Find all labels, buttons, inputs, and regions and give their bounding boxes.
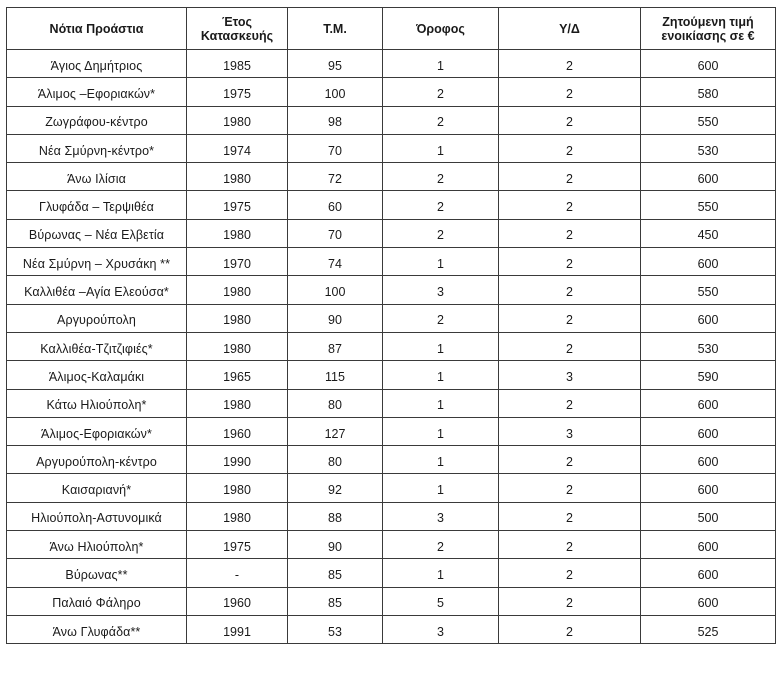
table-row (7, 276, 776, 304)
table-row (7, 531, 776, 559)
table-row (7, 559, 776, 587)
cell-floor: 2 (383, 191, 499, 219)
table-row (7, 474, 776, 502)
cell-year: 1980 (187, 163, 288, 191)
cell-year: 1975 (187, 531, 288, 559)
cell-area: Καλλιθέα –Αγία Ελεούσα* (7, 276, 187, 304)
table-row (7, 191, 776, 219)
cell-rent: 550 (641, 191, 776, 219)
cell-square-meters: 90 (288, 531, 383, 559)
cell-bedrooms: 2 (499, 389, 641, 417)
cell-rent: 600 (641, 559, 776, 587)
cell-area: Ηλιούπολη-Αστυνομικά (7, 502, 187, 530)
cell-year: 1980 (187, 106, 288, 134)
cell-floor: 1 (383, 332, 499, 360)
cell-area: Καλλιθέα-Τζιτζιφιές* (7, 332, 187, 360)
cell-year: 1990 (187, 446, 288, 474)
cell-year: 1975 (187, 78, 288, 106)
cell-year: 1980 (187, 304, 288, 332)
cell-bedrooms: 3 (499, 361, 641, 389)
cell-bedrooms: 2 (499, 474, 641, 502)
cell-rent: 600 (641, 446, 776, 474)
cell-rent: 530 (641, 332, 776, 360)
cell-bedrooms: 2 (499, 559, 641, 587)
cell-bedrooms: 2 (499, 106, 641, 134)
cell-square-meters: 70 (288, 219, 383, 247)
table-row (7, 446, 776, 474)
cell-year: 1974 (187, 134, 288, 162)
cell-year: 1980 (187, 219, 288, 247)
cell-square-meters: 100 (288, 276, 383, 304)
cell-floor: 5 (383, 587, 499, 615)
table-row (7, 163, 776, 191)
cell-square-meters: 74 (288, 248, 383, 276)
cell-square-meters: 60 (288, 191, 383, 219)
cell-area: Άνω Ηλιούπολη* (7, 531, 187, 559)
cell-square-meters: 85 (288, 587, 383, 615)
table-row (7, 332, 776, 360)
header-asking-rent: Ζητούμενη τιμή ενοικίασης σε € (641, 8, 776, 50)
cell-square-meters: 88 (288, 502, 383, 530)
rental-table-container (6, 7, 755, 644)
cell-square-meters: 95 (288, 50, 383, 78)
rental-listings-table (6, 7, 776, 644)
cell-square-meters: 80 (288, 446, 383, 474)
table-row (7, 134, 776, 162)
cell-rent: 600 (641, 587, 776, 615)
header-floor: Όροφος (383, 8, 499, 50)
cell-square-meters: 53 (288, 615, 383, 643)
cell-bedrooms: 2 (499, 304, 641, 332)
cell-floor: 3 (383, 615, 499, 643)
cell-rent: 500 (641, 502, 776, 530)
cell-floor: 1 (383, 417, 499, 445)
table-header-row (7, 8, 776, 50)
header-southern-suburbs: Νότια Προάστια (7, 8, 187, 50)
cell-rent: 600 (641, 474, 776, 502)
cell-year: 1960 (187, 417, 288, 445)
cell-bedrooms: 2 (499, 163, 641, 191)
cell-year: 1980 (187, 332, 288, 360)
cell-bedrooms: 2 (499, 134, 641, 162)
cell-rent: 525 (641, 615, 776, 643)
cell-square-meters: 98 (288, 106, 383, 134)
table-row (7, 587, 776, 615)
header-bedrooms: Υ/Δ (499, 8, 641, 50)
cell-bedrooms: 3 (499, 417, 641, 445)
cell-year: 1980 (187, 502, 288, 530)
cell-rent: 450 (641, 219, 776, 247)
cell-bedrooms: 2 (499, 531, 641, 559)
cell-year: 1960 (187, 587, 288, 615)
cell-floor: 1 (383, 361, 499, 389)
cell-area: Γλυφάδα – Τερψιθέα (7, 191, 187, 219)
cell-floor: 1 (383, 389, 499, 417)
header-construction-year: Έτος Κατασκευής (187, 8, 288, 50)
cell-square-meters: 127 (288, 417, 383, 445)
cell-square-meters: 72 (288, 163, 383, 191)
cell-floor: 2 (383, 304, 499, 332)
cell-floor: 2 (383, 106, 499, 134)
cell-bedrooms: 2 (499, 276, 641, 304)
cell-year: 1980 (187, 474, 288, 502)
cell-floor: 1 (383, 559, 499, 587)
cell-area: Κάτω Ηλιούπολη* (7, 389, 187, 417)
cell-bedrooms: 2 (499, 78, 641, 106)
cell-bedrooms: 2 (499, 615, 641, 643)
cell-bedrooms: 2 (499, 50, 641, 78)
cell-floor: 2 (383, 163, 499, 191)
cell-area: Αργυρούπολη-κέντρο (7, 446, 187, 474)
cell-year: 1965 (187, 361, 288, 389)
cell-area: Νέα Σμύρνη-κέντρο* (7, 134, 187, 162)
cell-floor: 1 (383, 446, 499, 474)
cell-bedrooms: 2 (499, 587, 641, 615)
cell-floor: 1 (383, 248, 499, 276)
table-row (7, 389, 776, 417)
cell-rent: 600 (641, 248, 776, 276)
cell-rent: 600 (641, 417, 776, 445)
cell-area: Άνω Ιλίσια (7, 163, 187, 191)
cell-square-meters: 90 (288, 304, 383, 332)
cell-square-meters: 92 (288, 474, 383, 502)
cell-rent: 550 (641, 106, 776, 134)
cell-rent: 600 (641, 163, 776, 191)
cell-area: Παλαιό Φάληρο (7, 587, 187, 615)
table-row (7, 304, 776, 332)
cell-area: Άλιμος –Εφοριακών* (7, 78, 187, 106)
cell-year: 1991 (187, 615, 288, 643)
cell-bedrooms: 2 (499, 248, 641, 276)
cell-floor: 2 (383, 78, 499, 106)
cell-floor: 2 (383, 531, 499, 559)
cell-square-meters: 80 (288, 389, 383, 417)
cell-rent: 550 (641, 276, 776, 304)
cell-rent: 600 (641, 50, 776, 78)
table-row (7, 417, 776, 445)
header-square-meters: Τ.Μ. (288, 8, 383, 50)
table-row (7, 78, 776, 106)
cell-year: 1975 (187, 191, 288, 219)
cell-year: 1985 (187, 50, 288, 78)
cell-area: Ζωγράφου-κέντρο (7, 106, 187, 134)
cell-square-meters: 87 (288, 332, 383, 360)
cell-rent: 580 (641, 78, 776, 106)
cell-rent: 600 (641, 304, 776, 332)
table-row (7, 50, 776, 78)
cell-bedrooms: 2 (499, 219, 641, 247)
cell-year: 1980 (187, 276, 288, 304)
cell-rent: 600 (641, 389, 776, 417)
cell-square-meters: 70 (288, 134, 383, 162)
table-row (7, 615, 776, 643)
cell-floor: 1 (383, 474, 499, 502)
cell-year: - (187, 559, 288, 587)
cell-floor: 3 (383, 276, 499, 304)
cell-area: Άλιμος-Καλαμάκι (7, 361, 187, 389)
table-row (7, 361, 776, 389)
cell-square-meters: 85 (288, 559, 383, 587)
cell-area: Άγιος Δημήτριος (7, 50, 187, 78)
cell-bedrooms: 2 (499, 191, 641, 219)
cell-floor: 2 (383, 219, 499, 247)
table-row (7, 219, 776, 247)
cell-square-meters: 100 (288, 78, 383, 106)
cell-floor: 1 (383, 50, 499, 78)
cell-area: Καισαριανή* (7, 474, 187, 502)
cell-bedrooms: 2 (499, 502, 641, 530)
cell-bedrooms: 2 (499, 332, 641, 360)
table-row (7, 248, 776, 276)
cell-bedrooms: 2 (499, 446, 641, 474)
cell-area: Βύρωνας – Νέα Ελβετία (7, 219, 187, 247)
table-row (7, 106, 776, 134)
cell-rent: 600 (641, 531, 776, 559)
cell-area: Νέα Σμύρνη – Χρυσάκη ** (7, 248, 187, 276)
cell-rent: 590 (641, 361, 776, 389)
table-row (7, 502, 776, 530)
cell-area: Βύρωνας** (7, 559, 187, 587)
cell-area: Άλιμος-Εφοριακών* (7, 417, 187, 445)
cell-rent: 530 (641, 134, 776, 162)
cell-floor: 1 (383, 134, 499, 162)
cell-area: Αργυρούπολη (7, 304, 187, 332)
cell-floor: 3 (383, 502, 499, 530)
cell-year: 1970 (187, 248, 288, 276)
cell-year: 1980 (187, 389, 288, 417)
table-body (7, 50, 776, 644)
cell-square-meters: 115 (288, 361, 383, 389)
cell-area: Άνω Γλυφάδα** (7, 615, 187, 643)
